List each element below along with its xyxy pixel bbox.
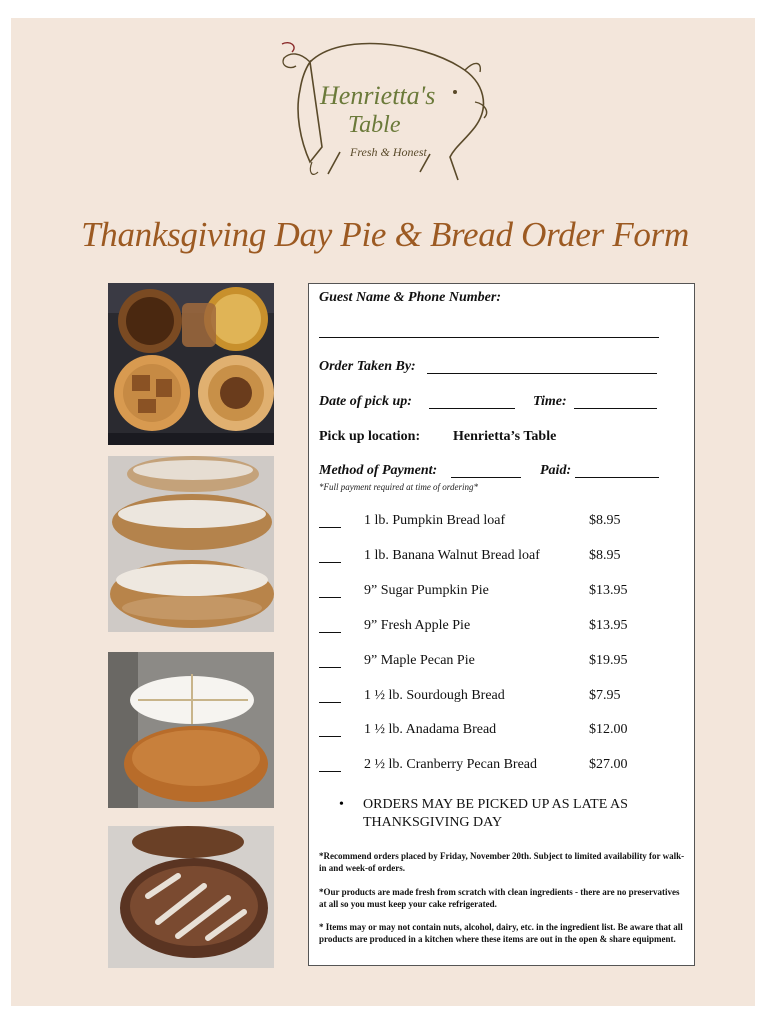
henriettas-table-logo [270, 22, 510, 192]
item-price: $8.95 [589, 513, 621, 528]
guest-name-label: Guest Name & Phone Number: [319, 290, 501, 305]
pickup-time-field[interactable] [574, 408, 657, 409]
item-name: 1 ½ lb. Sourdough Bread [364, 688, 505, 703]
sourdough-photo [108, 826, 274, 968]
item-name: 1 ½ lb. Anadama Bread [364, 722, 497, 737]
bullet-icon: • [339, 797, 344, 812]
order-item-row [309, 722, 696, 742]
logo-name-line2: Table [348, 112, 401, 138]
order-item-row [309, 757, 696, 777]
payment-note: *Full payment required at time of ordering* [319, 482, 478, 492]
pickup-location-label: Pick up location: [319, 429, 421, 444]
order-item-row [309, 583, 696, 603]
order-item-row [309, 548, 696, 568]
wrapped-breads-photo [108, 652, 274, 808]
order-item-row [309, 618, 696, 638]
order-form-box [308, 283, 695, 966]
item-name: 1 lb. Pumpkin Bread loaf [364, 513, 506, 528]
payment-method-field[interactable] [451, 477, 521, 478]
quantity-field[interactable] [319, 597, 341, 598]
quantity-field[interactable] [319, 736, 341, 737]
item-name: 9” Fresh Apple Pie [364, 618, 471, 633]
page-title: Thanksgiving Day Pie & Bread Order Form [81, 215, 689, 254]
order-item-row [309, 688, 696, 708]
order-taken-label: Order Taken By: [319, 359, 416, 374]
item-price: $19.95 [589, 653, 628, 668]
payment-method-label: Method of Payment: [319, 463, 438, 478]
item-price: $27.00 [589, 757, 628, 772]
item-price: $13.95 [589, 583, 628, 598]
logo-tagline: Fresh & Honest [350, 145, 427, 159]
quantity-field[interactable] [319, 702, 341, 703]
paid-label: Paid: [540, 463, 572, 478]
paid-field[interactable] [575, 477, 659, 478]
quantity-field[interactable] [319, 632, 341, 633]
pickup-time-label: Time: [533, 394, 567, 409]
guest-name-field[interactable] [319, 337, 659, 338]
quantity-field[interactable] [319, 527, 341, 528]
item-name: 1 lb. Banana Walnut Bread loaf [364, 548, 540, 563]
pies-photo [108, 283, 274, 445]
order-item-row [309, 653, 696, 673]
quantity-field[interactable] [319, 771, 341, 772]
logo-name-line1: Henrietta's [320, 81, 436, 110]
pickup-deadline-notice: ORDERS MAY BE PICKED UP AS LATE AS THANKSGIVING DAY [363, 797, 628, 830]
order-item-row [309, 513, 696, 533]
pickup-date-field[interactable] [429, 408, 515, 409]
quantity-field[interactable] [319, 562, 341, 563]
breads-photo [108, 456, 274, 632]
item-price: $13.95 [589, 618, 628, 633]
item-price: $7.95 [589, 688, 621, 703]
quantity-field[interactable] [319, 667, 341, 668]
allergen-note: * Items may or may not contain nuts, alcohol, dairy, etc. in the ingredient list. Be aware that all products are produced in a kitchen where these items are out in the open & share equipment. [319, 922, 683, 944]
pickup-date-label: Date of pick up: [319, 394, 412, 409]
order-taken-field[interactable] [427, 373, 657, 374]
item-name: 9” Maple Pecan Pie [364, 653, 475, 668]
item-price: $12.00 [589, 722, 628, 737]
order-recommendation-note: *Recommend orders placed by Friday, November 20th. Subject to limited availability for walk-in and week-of orders. [319, 851, 685, 873]
pickup-location-value: Henrietta’s Table [453, 429, 557, 444]
freshness-note: *Our products are made fresh from scratch with clean ingredients - there are no preservatives at all so you must keep your cake refrigerated. [319, 887, 680, 909]
item-price: $8.95 [589, 548, 621, 563]
item-name: 2 ½ lb. Cranberry Pecan Bread [364, 757, 537, 772]
item-name: 9” Sugar Pumpkin Pie [364, 583, 489, 598]
